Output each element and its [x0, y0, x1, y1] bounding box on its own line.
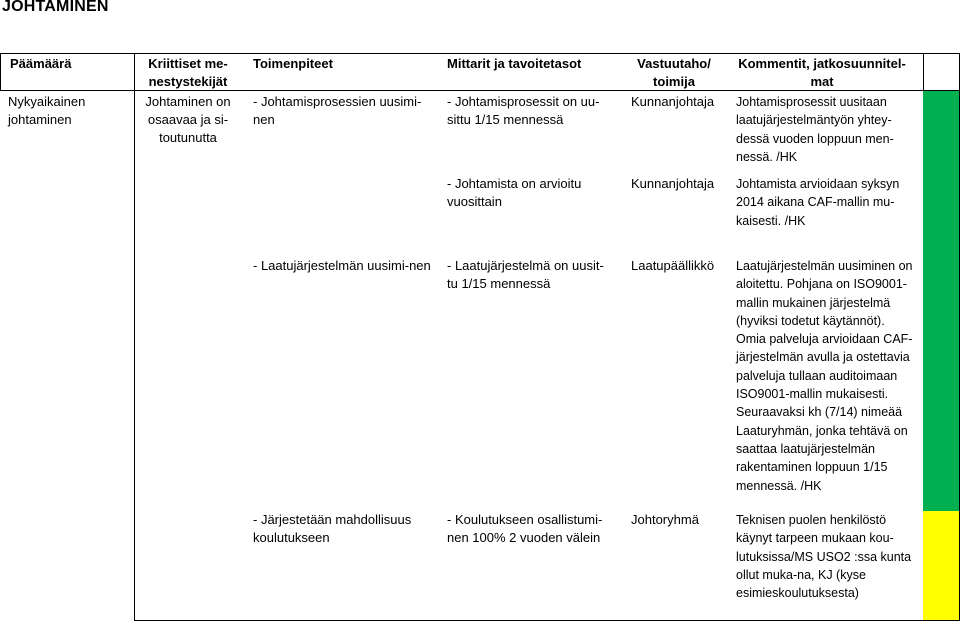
row3-metric: - Laatujärjestelmä on uusit-tu 1/15 mennessä [447, 258, 604, 291]
row2-responsible: Kunnanjohtaja [631, 176, 715, 191]
header-metrics: Mittarit ja tavoitetasot [447, 56, 582, 71]
row1-goal: Nykyaikainen johtaminen [8, 94, 86, 127]
status-indicator-row3 [923, 246, 959, 511]
col-border-factors [134, 53, 135, 621]
row3-comment: Laatujärjestelmän uusiminen on aloitettu. Pohjana on ISO9001-mallin mukainen järjestelmä (hyviksi todetut käytännöt). Omia palveluja arvioidaan CAF-järjestelmän avulla ja ostettavia palveluja tullaan auditoimaan ISO9001-mallin mukaisesti. Seuraavaksi kh (7/14) nimeää Laaturyhmän, jonka tehtävä on saattaa laatujärjestelmän rakentaminen loppuun 1/15 mennessä. /HK [736, 259, 913, 493]
header-responsible: Vastuutaho/ toimija [637, 56, 711, 89]
row4-action: - Järjestetään mahdollisuus koulutukseen [253, 512, 412, 545]
table-bottom-border [134, 620, 960, 621]
header-goal: Päämäärä [10, 56, 72, 71]
status-indicator-row2 [923, 169, 959, 246]
col-border-left [0, 53, 1, 91]
row4-metric: - Koulutukseen osallistumi-nen 100% 2 vuoden välein [447, 512, 603, 545]
status-indicator-row1 [923, 91, 959, 169]
status-indicator-row4 [923, 511, 959, 620]
row1-comment: Johtamisprosessit uusitaan laatujärjestelmäntyön yhtey-dessä vuoden loppuun men-nessä. /HK [736, 95, 894, 164]
row1-responsible: Kunnanjohtaja [631, 94, 715, 109]
header-actions: Toimenpiteet [253, 56, 333, 71]
row4-comment: Teknisen puolen henkilöstö käynyt tarpeen mukaan kou-lutuksissa/MS USO2 :ssa kunta ollut muka-na, KJ (kyse esimieskoulutuksesta) [736, 513, 912, 601]
row3-action: - Laatujärjestelmän uusimi-nen [253, 258, 431, 273]
header-comments: Kommentit, jatkosuunnitel-mat [738, 56, 906, 89]
row2-metric: - Johtamista on arvioitu vuosittain [447, 176, 582, 209]
table-top-border [0, 53, 960, 54]
row1-factor: Johtaminen on osaavaa ja si-toutunutta [145, 94, 231, 145]
header-factors: Kriittiset me-nestystekijät [148, 56, 228, 89]
row1-metric: - Johtamisprosessit on uu-sittu 1/15 mennessä [447, 94, 600, 127]
row3-responsible: Laatupäällikkö [631, 258, 715, 273]
row1-action: - Johtamisprosessien uusimi-nen [253, 94, 422, 127]
row4-responsible: Johtoryhmä [631, 512, 699, 527]
page-title: JOHTAMINEN [2, 0, 109, 15]
row2-comment: Johtamista arvioidaan syksyn 2014 aikana CAF-mallin mu-kaisesti. /HK [736, 177, 900, 228]
